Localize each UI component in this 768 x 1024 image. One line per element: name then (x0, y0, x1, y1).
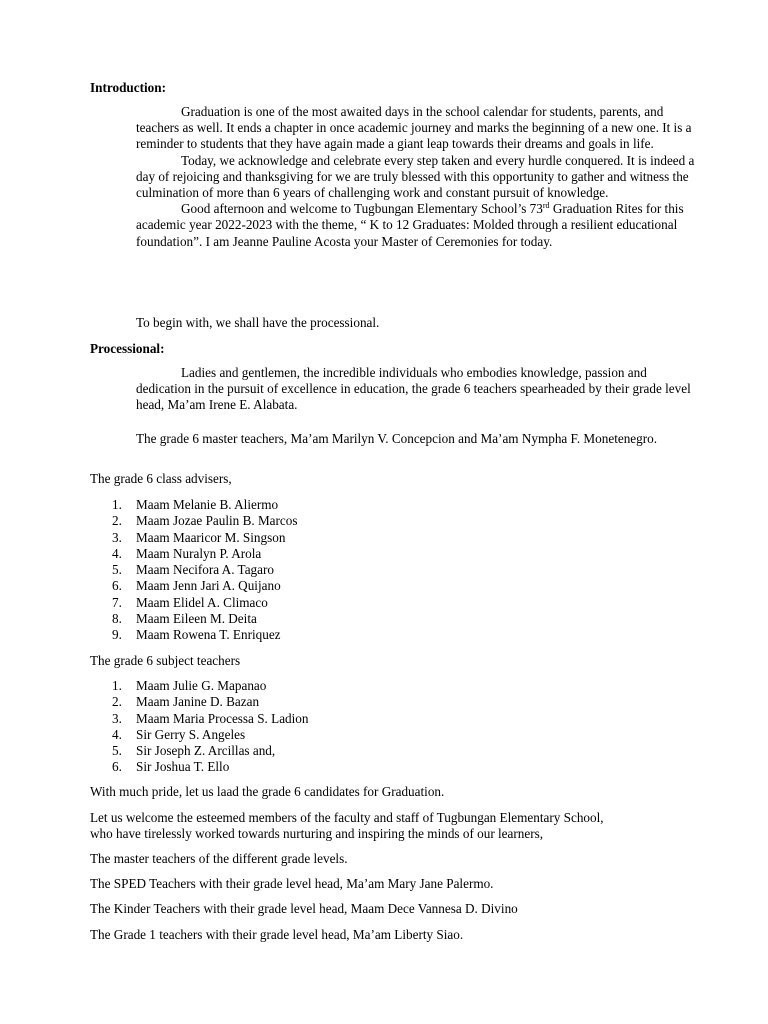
intro-paragraph-3-start: Good afternoon and welcome to Tugbungan Elementary School’s 73 (181, 201, 543, 217)
list-item-number: 5. (112, 562, 122, 578)
ordinal-superscript: rd (542, 201, 550, 211)
list-item (112, 529, 298, 546)
list-item-number: 2. (112, 513, 122, 529)
intro-paragraph-2: Today, we acknowledge and celebrate every step taken and every hurdle conquered. It is indeed a day of rejoicing and thanksgiving for we are truly blessed with this opportunity to gather and witness the culmination of more than 6 years of challenging work and constant pursuit of knowledge. (136, 152, 695, 201)
begin-line: To begin with, we shall have the processional. (136, 315, 380, 330)
list-item-name: Maam Jozae Paulin B. Marcos (136, 513, 298, 529)
list-item-name: Sir Joshua T. Ello (136, 759, 230, 775)
pride-line: With much pride, let us laad the grade 6 candidates for Graduation. (90, 784, 445, 799)
list-item-name: Maam Eileen M. Deita (136, 611, 257, 627)
list-item (112, 759, 309, 775)
list-item-number: 8. (112, 611, 122, 627)
list-item-number: 1. (112, 678, 122, 693)
list-item-name: Maam Elidel A. Climaco (136, 594, 268, 610)
grade1-teachers-line: The Grade 1 teachers with their grade level head, Ma’am Liberty Siao. (90, 927, 464, 942)
list-item-name: Maam Maaricor M. Singson (136, 529, 286, 545)
list-item-name: Maam Julie G. Mapanao (136, 678, 267, 693)
list-item-name: Maam Necifora A. Tagaro (136, 562, 274, 578)
list-item (112, 710, 309, 727)
list-item-name: Maam Nuralyn P. Arola (136, 545, 262, 561)
list-item (112, 497, 298, 513)
list-item (112, 513, 298, 529)
list-item-name: Maam Rowena T. Enriquez (136, 627, 281, 643)
list-item-name: Sir Joseph Z. Arcillas and, (136, 743, 276, 759)
processional-heading: Processional: (90, 341, 165, 356)
list-item-number: 1. (112, 497, 122, 512)
list-item-number: 9. (112, 627, 122, 643)
list-item-number: 4. (112, 545, 122, 561)
list-item (112, 578, 298, 594)
list-item-number: 3. (112, 710, 122, 726)
subject-teachers-title: The grade 6 subject teachers (90, 653, 241, 668)
list-item-name: Maam Melanie B. Aliermo (136, 497, 279, 512)
list-item-number: 2. (112, 694, 122, 710)
list-item (112, 545, 298, 562)
list-item-number: 7. (112, 594, 122, 610)
subject-teachers-list (112, 678, 309, 776)
list-item-name: Maam Maria Processa S. Ladion (136, 710, 309, 726)
welcome-paragraph (90, 810, 730, 842)
introduction-body (136, 104, 696, 250)
list-item (112, 694, 309, 710)
kinder-teachers-line: The Kinder Teachers with their grade level head, Maam Dece Vannesa D. Divino (90, 901, 518, 916)
intro-paragraph-3-end: Graduation Rites for this academic year 2022-2023 with the theme, “ K to 12 Graduates: Molded through a resilient educational foundation”. I am Jeanne Pauline Acosta your Master of Ceremonies for today. (136, 201, 684, 249)
welcome-line-1: Let us welcome the esteemed members of the faculty and staff of Tugbungan Elementary School, (90, 810, 604, 825)
list-item (112, 594, 298, 611)
list-item-number: 6. (112, 578, 122, 594)
list-item (112, 611, 298, 627)
intro-paragraph-3 (136, 201, 696, 250)
list-item (112, 678, 309, 694)
intro-paragraph-1: Graduation is one of the most awaited days in the school calendar for students, parents, and teachers as well. It ends a chapter in once academic journey and marks the beginning of a new one. It is a reminder to students that they have again made a giant leap towards their dreams and goals in life. (136, 104, 692, 152)
list-item-number: 4. (112, 726, 122, 742)
list-item (112, 562, 298, 578)
list-item (112, 627, 298, 643)
list-item-number: 5. (112, 743, 122, 759)
list-item (112, 726, 309, 743)
advisers-title: The grade 6 class advisers, (90, 471, 232, 486)
advisers-list (112, 497, 298, 644)
introduction-heading: Introduction: (90, 80, 166, 95)
list-item-name: Maam Janine D. Bazan (136, 694, 260, 710)
list-item (112, 743, 309, 759)
list-item-number: 3. (112, 529, 122, 545)
master-teachers-line: The master teachers of the different grade levels. (90, 851, 348, 866)
sped-teachers-line: The SPED Teachers with their grade level head, Ma’am Mary Jane Palermo. (90, 876, 494, 891)
processional-paragraph-2: The grade 6 master teachers, Ma’am Marilyn V. Concepcion and Ma’am Nympha F. Monetenegro. (136, 431, 658, 446)
list-item-name: Maam Jenn Jari A. Quijano (136, 578, 281, 594)
welcome-line-2: who have tirelessly worked towards nurturing and inspiring the minds of our learners, (90, 826, 544, 842)
processional-body (136, 365, 696, 414)
list-item-number: 6. (112, 759, 122, 775)
processional-paragraph-1: Ladies and gentlemen, the incredible individuals who embodies knowledge, passion and dedication in the pursuit of excellence in education, the grade 6 teachers spearheaded by their grade level head, Ma’am Irene E. Alabata. (136, 365, 691, 413)
list-item-name: Sir Gerry S. Angeles (136, 726, 246, 742)
